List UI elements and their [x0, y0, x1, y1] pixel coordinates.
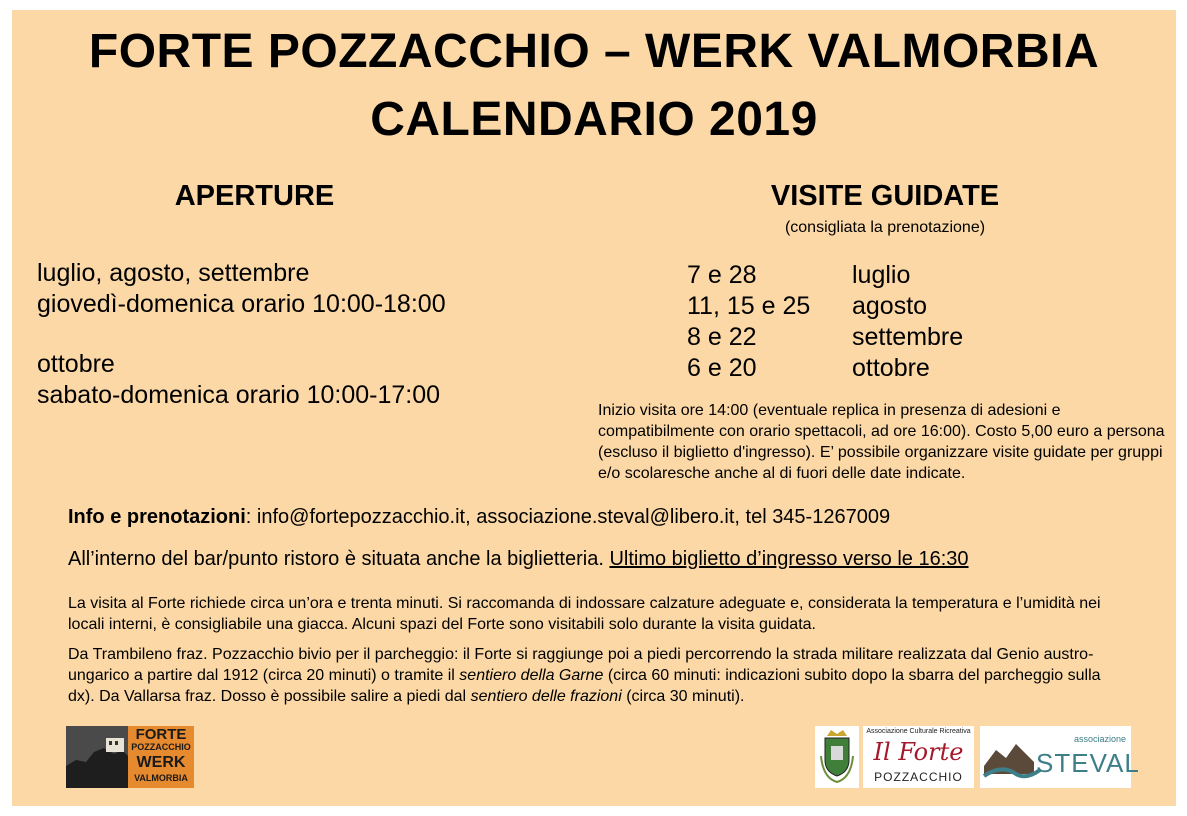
aperture-block — [37, 258, 597, 411]
municipality-crest-logo — [815, 726, 859, 788]
aperture-hours-1: giovedì-domenica orario 10:00-18:00 — [37, 290, 446, 318]
steval-logo-small: associazione — [1073, 734, 1126, 744]
notes-paragraph-1: La visita al Forte richiede circa un’ora e trenta minuti. Si raccomanda di indossare calzature adeguate e, considerata la temperatura e l’umidità nei locali interni, è consigliabile una giacca. Alcuni spazi del Forte sono visitabili solo durante la visita guidata. — [68, 595, 1101, 633]
visite-days: 7 e 28 — [687, 261, 757, 289]
aperture-months-1: luglio, agosto, settembre — [37, 259, 310, 287]
ticket-info: All’interno del bar/punto ristoro è situata anche la biglietteria. — [68, 548, 610, 570]
forte-logo-line1: FORTE — [135, 726, 187, 743]
notes-p2-text: Da Trambileno fraz. Pozzacchio bivio per il parcheggio: il Forte si raggiunge poi a piedi percorrendo la strada militare realizzata dal Genio austro-ungarico a partire dal 1912 (circa 20 minuti) o tramite il — [68, 646, 1094, 684]
visite-days: 11, 15 e 25 — [687, 292, 811, 320]
associazione-il-forte-logo — [863, 726, 974, 788]
visite-days-column — [687, 260, 847, 384]
aperture-heading: APERTURE — [174, 180, 335, 212]
visite-month: ottobre — [852, 354, 930, 382]
notes-p2-sentiero-garne: sentiero della Garne — [459, 667, 604, 684]
page-title: FORTE POZZACCHIO – WERK VALMORBIA — [88, 25, 1100, 78]
forte-logo-line3: WERK — [136, 754, 186, 771]
ticket-line — [68, 548, 1158, 571]
aperture-months-2: ottobre — [37, 350, 115, 378]
visite-months-column — [852, 260, 1052, 384]
steval-logo-big: STEVAL — [1036, 748, 1140, 778]
forte-logo-line4: VALMORBIA — [134, 773, 188, 783]
assoc-logo-line1: Associazione Culturale Ricreativa — [866, 728, 971, 735]
forte-pozzacchio-logo — [66, 726, 194, 788]
visite-month: luglio — [852, 261, 911, 289]
visite-month: agosto — [852, 292, 928, 320]
visite-subheading: (consigliata la prenotazione) — [784, 219, 986, 236]
visite-days: 8 e 22 — [687, 323, 757, 351]
info-label: Info e prenotazioni — [68, 506, 246, 528]
page-subtitle: CALENDARIO 2019 — [370, 93, 818, 146]
visite-heading: VISITE GUIDATE — [770, 180, 1000, 212]
forte-logo-line2: POZZACCHIO — [131, 742, 191, 752]
notes-paragraph-2 — [68, 644, 1128, 707]
crest-icon — [815, 726, 859, 788]
notes-p2-sentiero-frazioni: sentiero delle frazioni — [470, 688, 622, 705]
info-contacts: : info@fortepozzacchio.it, associazione.steval@libero.it, tel 345-1267009 — [245, 506, 891, 528]
notes-p2-text: (circa 30 minuti). — [621, 688, 745, 705]
assoc-logo-line2: Il Forte — [873, 738, 964, 766]
info-line — [68, 506, 1158, 529]
poster — [12, 10, 1176, 806]
notes-p2-text: (circa 60 minuti: indicazioni subito dopo la sbarra del parcheggio sulla dx). Da Vallarsa fraz. Dosso è possibile salire a piedi dal — [68, 667, 1101, 705]
last-ticket-note: Ultimo biglietto d’ingresso verso le 16:30 — [609, 548, 969, 570]
visite-days: 6 e 20 — [687, 354, 757, 382]
assoc-logo-line3: POZZACCHIO — [874, 770, 963, 784]
mountain-road-icon — [982, 726, 1044, 788]
aperture-hours-2: sabato-domenica orario 10:00-17:00 — [37, 381, 441, 409]
visite-note: Inizio visita ore 14:00 (eventuale replica in presenza di adesioni e compatibilmente con orario spettacoli, ad ore 16:00). Costo 5,00 euro a persona (escluso il biglietto d'ingresso). E’ possibile organizzare visite guidate per gruppi e/o scolaresche anche al di fuori delle date indicate. — [598, 402, 1165, 482]
steval-logo — [980, 726, 1140, 788]
visite-month: settembre — [852, 323, 964, 351]
